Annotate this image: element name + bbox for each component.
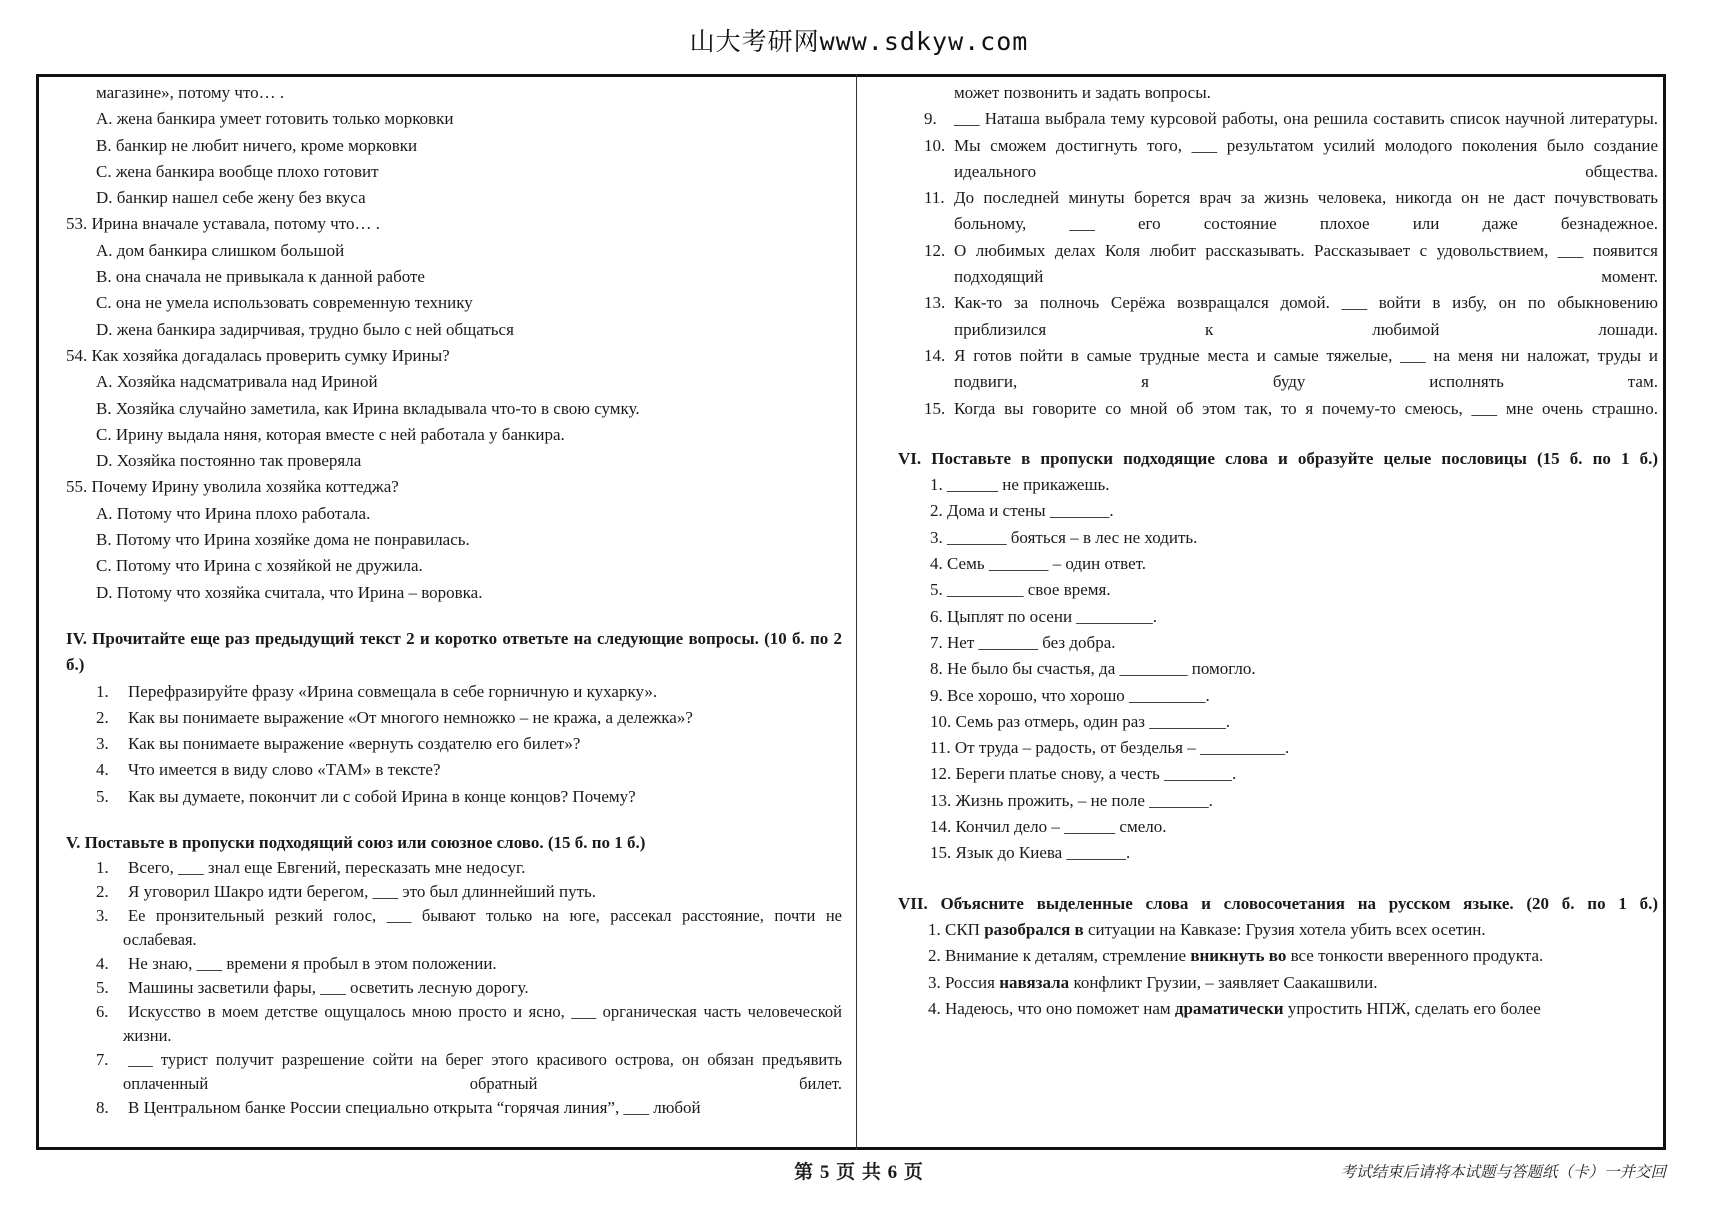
option-53-d: D. жена банкира задирчивая, трудно было с ней общаться (96, 319, 514, 339)
section-7-title: VII. Объясните выделенные слова и словосочетания на русском языке. (20 б. по 1 б.) (898, 893, 1658, 913)
proverb-1: 1. ______ не прикажешь. (930, 475, 1110, 495)
proverb-4: 4. Семь _______ – один ответ. (930, 554, 1147, 574)
proverb-12: 12. Береги платье снову, а честь ________. (930, 764, 1237, 784)
section-4-item: 2. Как вы понимаете выражение «От многого немножко – не кража, а дележка»? (96, 707, 693, 727)
proverb-3: 3. _______ бояться – в лес не ходить. (930, 527, 1198, 547)
section-4-title: IV. Прочитайте еще раз предыдущий текст 2 и коротко ответьте на следующие вопросы. (10 б. по 2 б.) (66, 628, 842, 675)
proverb-2: 2. Дома и стены _______. (930, 501, 1114, 521)
section-5-item: 8. В Центральном банке России специально открыта “горячая линия”, ___ любой (96, 1098, 701, 1118)
explain-item-3: 3. Россия навязала конфликт Грузии, – заявляет Саакашвили. (928, 972, 1378, 992)
section-5-item: 9. ___ Наташа выбрала тему курсовой работы, она решила составить список научной литературы. (924, 109, 1658, 129)
option-54-c: C. Ирину выдала няня, которая вместе с ней работала у банкира. (96, 424, 565, 444)
option-52-a: A. жена банкира умеет готовить только морковки (96, 109, 454, 129)
page-number: 第 5 页 共 6 页 (794, 1162, 924, 1183)
question-52-tail: магазине», потому что… . (96, 83, 285, 102)
proverb-11: 11. От труда – радость, от безделья – __________. (930, 738, 1290, 758)
question-54: 54. Как хозяйка догадалась проверить сумку Ирины? (66, 345, 450, 365)
option-54-d: D. Хозяйка постоянно так проверяла (96, 451, 362, 471)
section-5-item: 11. До последней минуты борется врач за жизнь человека, никогда он не даст почувствовать больному, ___ его состояние плохое или даже безнадежное. (924, 188, 1658, 234)
column-divider (856, 74, 857, 1150)
proverb-9: 9. Все хорошо, что хорошо _________. (930, 685, 1210, 705)
site-header: 山大考研网www.sdkyw.com (689, 27, 1029, 56)
option-53-c: C. она не умела использовать современную технику (96, 293, 473, 313)
section-5-item: 14. Я готов пойти в самые трудные места и самые тяжелые, ___ на меня ни наложат, труды и подвиги, я буду исполнять там. (924, 345, 1658, 392)
option-52-c: C. жена банкира вообще плохо готовит (96, 161, 379, 181)
option-55-b: B. Потому что Ирина хозяйке дома не понравилась. (96, 530, 470, 550)
proverb-5: 5. _________ свое время. (930, 580, 1111, 600)
option-55-a: A. Потому что Ирина плохо работала. (96, 503, 371, 523)
explain-item-2: 2. Внимание к деталям, стремление вникнуть во все тонкости вверенного продукта. (928, 946, 1544, 966)
question-53: 53. Ирина вначале уставала, потому что… . (66, 214, 381, 234)
right-column (898, 80, 1658, 1022)
section-5-item: 6. Искусство в моем детстве ощущалось мною просто и ясно, ___ органическая часть человеческой жизни. (96, 1002, 842, 1046)
section-5-item: 13. Как-то за полночь Серёжа возвращался домой. ___ войти в избу, он по обыкновению приблизился к любимой лошади. (924, 293, 1658, 339)
section-5-item: 4. Не знаю, ___ времени я пробыл в этом положении. (96, 954, 497, 974)
section-5-item: 15. Когда вы говорите со мной об этом так, то я почему-то смеюсь, ___ мне очень страшно. (924, 398, 1658, 418)
section-4-item: 3. Как вы понимаете выражение «вернуть создателю его билет»? (96, 734, 581, 754)
footer-note: 考试结束后请将本试题与答题纸（卡）一并交回 (1340, 1164, 1666, 1181)
explain-item-1: 1. СКП разобрался в ситуации на Кавказе: Грузия хотела убить всех осетин. (928, 919, 1486, 939)
section-4-item: 1. Перефразируйте фразу «Ирина совмещала в себе горничную и кухарку». (96, 681, 658, 701)
section-4-item: 4. Что имеется в виду слово «ТАМ» в тексте? (96, 760, 441, 780)
section-5-title: V. Поставьте в пропуски подходящий союз или союзное слово. (15 б. по 1 б.) (66, 833, 646, 853)
option-54-a: A. Хозяйка надсматривала над Ириной (96, 372, 378, 392)
proverb-13: 13. Жизнь прожить, – не поле _______. (930, 790, 1213, 810)
option-53-a: A. дом банкира слишком большой (96, 240, 345, 260)
option-52-d: D. банкир нашел себе жену без вкуса (96, 188, 366, 208)
section-6-title: VI. Поставьте в пропуски подходящие слова и образуйте целые пословицы (15 б. по 1 б.) (898, 448, 1658, 468)
option-55-c: C. Потому что Ирина с хозяйкой не дружила. (96, 556, 423, 576)
proverb-14: 14. Кончил дело – ______ смело. (930, 817, 1167, 837)
section-5-item: 3. Ее пронзительный резкий голос, ___ бывают только на юге, рассекал расстояние, почти не ослабевая. (96, 906, 842, 950)
proverb-7: 7. Нет _______ без добра. (930, 632, 1116, 652)
section-5-item: 7. ___ турист получит разрешение сойти на берег этого красивого острова, он обязан предъявить оплаченный обратный билет. (96, 1050, 842, 1094)
option-54-b: B. Хозяйка случайно заметила, как Ирина вкладывала что-то в свою сумку. (96, 398, 640, 418)
section-5-item: 12. О любимых делах Коля любит рассказывать. Рассказывает с удовольствием, ___ появится подходящий момент. (924, 240, 1658, 287)
option-53-b: B. она сначала не привыкала к данной работе (96, 267, 425, 287)
proverb-6: 6. Цыплят по осени _________. (930, 606, 1158, 626)
proverb-15: 15. Язык до Киева _______. (930, 843, 1131, 863)
item-8-tail: может позвонить и задать вопросы. (954, 83, 1211, 102)
section-5-item: 2. Я уговорил Шакро идти берегом, ___ это был длиннейший путь. (96, 882, 597, 902)
left-column (66, 80, 842, 1120)
section-4-item: 5. Как вы думаете, покончит ли с собой Ирина в конце концов? Почему? (96, 786, 636, 806)
section-5-item: 5. Машины засветили фары, ___ осветить лесную дорогу. (96, 978, 529, 998)
option-55-d: D. Потому что хозяйка считала, что Ирина – воровка. (96, 582, 483, 602)
proverb-8: 8. Не было бы счастья, да ________ помогло. (930, 659, 1256, 679)
section-5-item: 10. Мы сможем достигнуть того, ___ результатом усилий молодого поколения было создание идеального общества. (924, 135, 1658, 181)
section-5-item: 1. Всего, ___ знал еще Евгений, пересказать мне недосуг. (96, 858, 526, 878)
question-55: 55. Почему Ирину уволила хозяйка коттеджа? (66, 477, 399, 497)
explain-item-4: 4. Надеюсь, что оно поможет нам драматически упростить НПЖ, сделать его более (928, 998, 1541, 1018)
option-52-b: B. банкир не любит ничего, кроме морковки (96, 135, 418, 155)
proverb-10: 10. Семь раз отмерь, один раз _________. (930, 711, 1230, 731)
